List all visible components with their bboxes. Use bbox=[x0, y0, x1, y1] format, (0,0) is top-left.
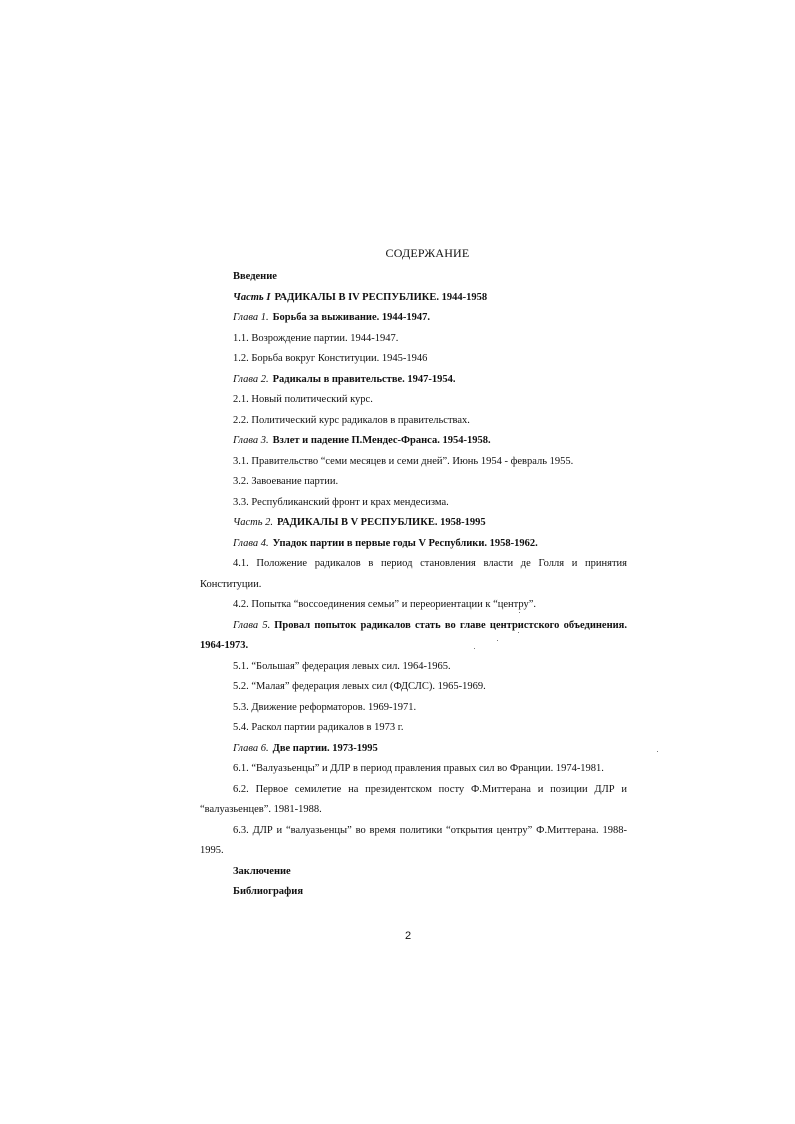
toc-chapter-4 bbox=[200, 534, 627, 555]
toc-part-2-label: Часть 2. bbox=[233, 517, 274, 528]
scan-speck bbox=[497, 640, 498, 641]
table-of-contents bbox=[200, 267, 627, 903]
toc-item-6-3: 6.3. ДЛР и “валуазьенцы” во время политики “открытия центру” Ф.Миттерана. 1988-1995. bbox=[200, 824, 627, 856]
scan-speck bbox=[518, 632, 519, 633]
toc-chapter-6 bbox=[200, 739, 627, 760]
toc-chapter-6-text: Две партии. 1973-1995 bbox=[272, 742, 378, 754]
toc-part-1 bbox=[200, 288, 627, 309]
toc-bibliography: Библиография bbox=[233, 886, 304, 897]
toc-chapter-3-label: Глава 3. bbox=[233, 435, 269, 446]
toc-chapter-6-label: Глава 6. bbox=[233, 742, 269, 754]
toc-chapter-3 bbox=[200, 431, 627, 452]
toc-chapter-4-text: Упадок партии в первые годы V Республики. 1958-1962. bbox=[272, 537, 538, 549]
toc-item-4-1: 4.1. Положение радикалов в период становления власти де Голля и принятия Конституции. bbox=[200, 558, 627, 590]
toc-chapter-3-text: Взлет и падение П.Мендес-Франса. 1954-1958. bbox=[272, 435, 491, 446]
toc-part-2-text: РАДИКАЛЫ В V РЕСПУБЛИКЕ. 1958-1995 bbox=[277, 517, 486, 528]
scan-speck bbox=[657, 751, 658, 752]
toc-conclusion: Заключение bbox=[233, 865, 291, 877]
toc-item-5-1: 5.1. “Большая” федерация левых сил. 1964-1965. bbox=[233, 660, 451, 672]
toc-intro: Введение bbox=[233, 271, 277, 282]
scan-speck bbox=[519, 612, 520, 613]
toc-item-5-2: 5.2. “Малая” федерация левых сил (ФДСЛС). 1965-1969. bbox=[233, 681, 486, 692]
toc-chapter-5-text: Провал попыток радикалов стать во главе центристского объединения. 1964-1973. bbox=[200, 619, 627, 651]
toc-item-3-2: 3.2. Завоевание партии. bbox=[233, 476, 339, 487]
toc-chapter-1-text: Борьба за выживание. 1944-1947. bbox=[272, 312, 430, 323]
toc-item-5-3: 5.3. Движение реформаторов. 1969-1971. bbox=[233, 701, 417, 713]
toc-chapter-5 bbox=[200, 616, 627, 657]
toc-item-3-1: 3.1. Правительство “семи месяцев и семи дней”. Июнь 1954 - февраль 1955. bbox=[233, 455, 574, 467]
toc-chapter-2-text: Радикалы в правительстве. 1947-1954. bbox=[272, 373, 456, 385]
toc-item-6-2: 6.2. Первое семилетие на президентском посту Ф.Миттерана и позиции ДЛР и “валуазьенцев”. 1981-1988. bbox=[200, 783, 627, 815]
page-title: СОДЕРЖАНИЕ bbox=[385, 246, 470, 260]
toc-chapter-4-label: Глава 4. bbox=[233, 537, 269, 549]
toc-chapter-1-label: Глава 1. bbox=[233, 312, 269, 323]
toc-chapter-1 bbox=[200, 308, 627, 329]
toc-item-6-1: 6.1. “Валуазьенцы” и ДЛР в период правления правых сил во Франции. 1974-1981. bbox=[233, 763, 604, 774]
toc-chapter-2 bbox=[200, 370, 627, 391]
toc-chapter-2-label: Глава 2. bbox=[233, 373, 269, 385]
toc-item-3-3: 3.3. Республиканский фронт и крах мендесизма. bbox=[233, 496, 449, 508]
toc-item-2-1: 2.1. Новый политический курс. bbox=[233, 394, 373, 405]
toc-item-2-2: 2.2. Политический курс радикалов в правительствах. bbox=[233, 414, 470, 426]
toc-item-4-2: 4.2. Попытка “воссоединения семьи” и переориентации к “центру”. bbox=[233, 599, 537, 610]
page-number: 2 bbox=[405, 930, 412, 942]
toc-item-1-2: 1.2. Борьба вокруг Конституции. 1945-1946 bbox=[233, 353, 428, 364]
toc-chapter-5-label: Глава 5. bbox=[233, 619, 271, 631]
toc-item-5-4: 5.4. Раскол партии радикалов в 1973 г. bbox=[233, 722, 404, 733]
toc-part-1-text: РАДИКАЛЫ В IV РЕСПУБЛИКЕ. 1944-1958 bbox=[274, 291, 488, 303]
toc-part-1-label: Часть I bbox=[233, 291, 271, 303]
toc-item-1-1: 1.1. Возрождение партии. 1944-1947. bbox=[233, 332, 399, 344]
toc-part-2 bbox=[200, 513, 627, 534]
scan-speck bbox=[474, 648, 475, 649]
